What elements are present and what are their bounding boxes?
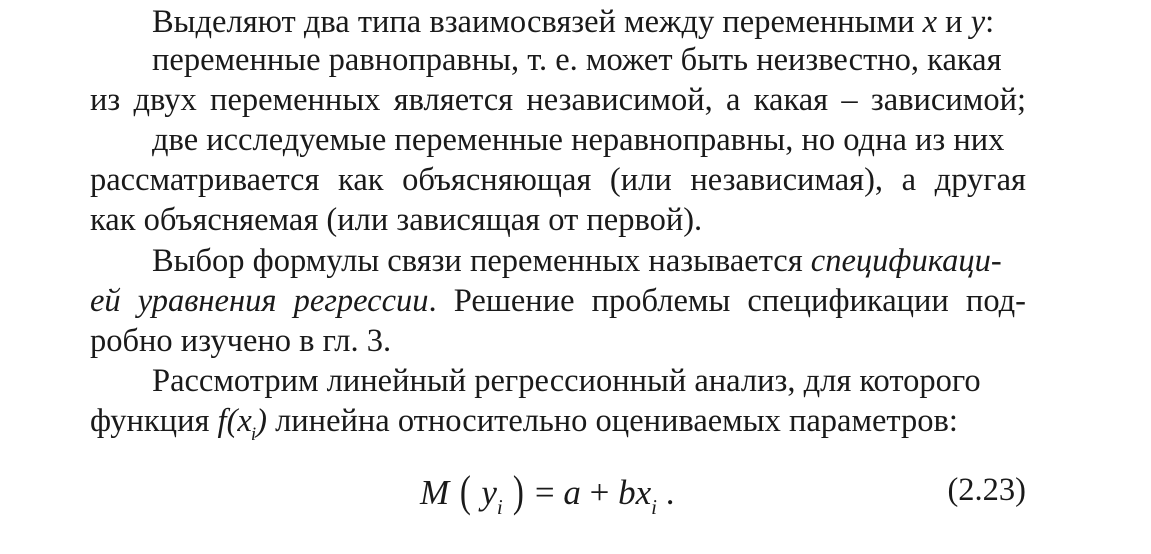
formula-right-paren: )	[513, 467, 525, 516]
term-italic: спецификаци-	[810, 243, 1002, 279]
formula-a: a	[563, 473, 581, 512]
variable-y: y	[970, 4, 986, 40]
equation-number: (2.23)	[947, 472, 1026, 508]
regression-formula	[420, 462, 675, 518]
function-f: f(x	[217, 403, 252, 439]
text-line-2	[152, 40, 1002, 80]
variable-x: x	[922, 4, 938, 40]
text-segment: . Решение проблемы спецификации под-	[428, 283, 1026, 319]
text-line-6	[90, 200, 702, 240]
text-segment: Рассмотрим линейный регрессионный анализ, для которого	[152, 363, 981, 399]
formula-plus: +	[580, 473, 619, 512]
formula-period: .	[657, 473, 675, 512]
function-close: )	[256, 403, 267, 439]
text-line-9	[90, 321, 391, 361]
text-line-8	[90, 281, 1026, 321]
formula-subscript-i: i	[496, 495, 503, 519]
text-segment: :	[985, 4, 995, 40]
text-line-11	[90, 401, 958, 446]
text-line-4	[152, 120, 1004, 160]
formula-y: y	[481, 473, 497, 512]
text-line-5	[90, 160, 1026, 200]
subscript-i: i	[250, 424, 257, 445]
text-segment: функция	[90, 403, 218, 439]
formula-left-paren: (	[459, 467, 471, 516]
formula-bx: bx	[618, 473, 652, 512]
text-line-10	[152, 361, 981, 401]
text-segment: рассматривается как объясняющая (или независимая), а другая	[90, 162, 1026, 198]
term-italic: ей уравнения регрессии	[90, 283, 429, 319]
text-segment: и	[937, 4, 971, 40]
text-segment: Выбор формулы связи переменных называется	[152, 243, 811, 279]
text-line-7	[152, 241, 1002, 281]
text-segment: из двух переменных является независимой, а какая – зависимой;	[90, 82, 1026, 118]
text-line-3	[90, 80, 1026, 120]
formula-M: M	[420, 473, 450, 512]
text-segment: переменные равноправны, т. е. может быть неизвестно, какая	[152, 42, 1002, 78]
text-segment: Выделяют два типа взаимосвязей между переменными	[152, 4, 923, 40]
formula-equals: =	[526, 473, 564, 512]
text-segment: робно изучено в гл. 3.	[90, 323, 392, 359]
text-segment: линейна относительно оцениваемых параметров:	[266, 403, 958, 439]
text-line-1	[152, 2, 994, 42]
formula-subscript-i: i	[651, 495, 657, 519]
text-segment: две исследуемые переменные неравноправны, но одна из них	[152, 122, 1005, 158]
text-segment: как объясняемая (или зависящая от первой).	[90, 202, 703, 238]
